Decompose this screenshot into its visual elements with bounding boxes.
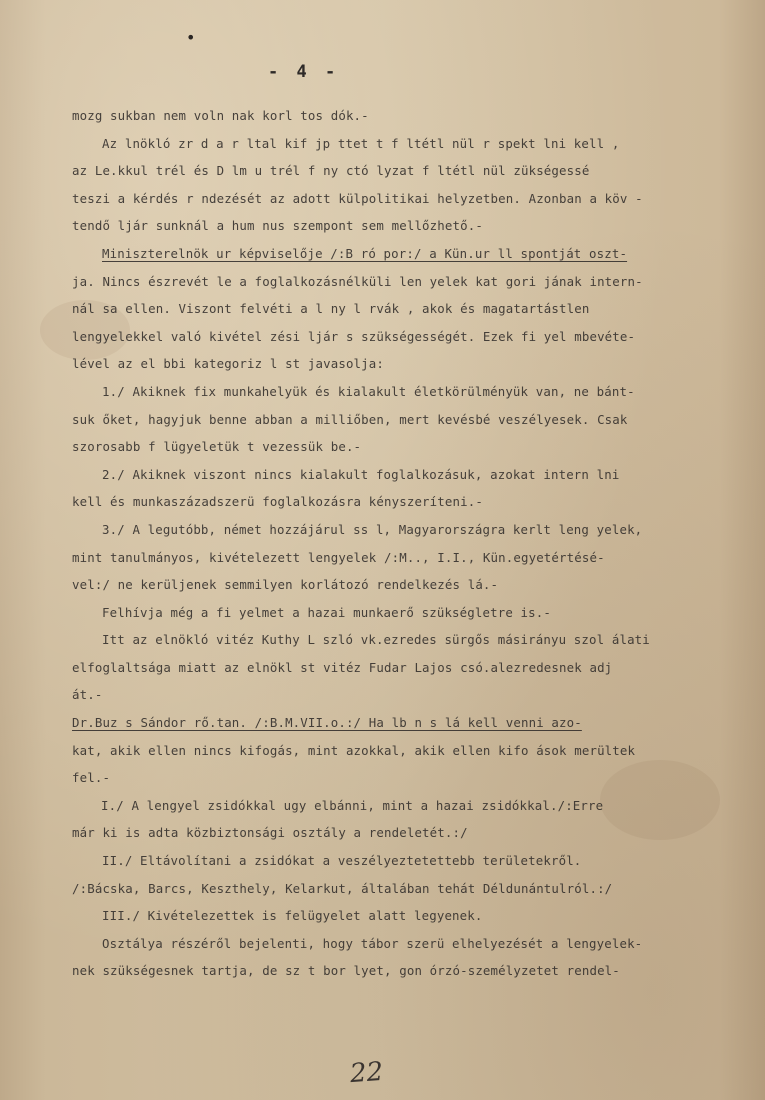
text-line: kell és munkaszázadszerü foglalkozásra kényszeríteni.- — [72, 494, 483, 510]
text-line: Az lnökló zr d a r ltal kif jp ttet t f ltétl nül r spekt lni kell , — [102, 135, 620, 151]
text-line: kat, akik ellen nincs kifogás, mint azokkal, akik ellen kifo ások merültek — [72, 742, 636, 758]
text-line: Osztálya részéről bejelenti, hogy tábor szerü elhelyezését a lengyelek- — [102, 935, 643, 951]
text-line: suk őket, hagyjuk benne abban a milliőben, mert kevésbé veszélyesek. Csak — [72, 411, 628, 427]
text-line: szorosabb f lügyeletük t vezessük be.- — [72, 439, 362, 455]
handwritten-folio-number: 22 — [348, 1056, 385, 1090]
text-line: lengyelekkel való kivétel zési ljár s szükségességét. Ezek fi yel mbevéte- — [72, 328, 636, 344]
text-line: mozg sukban nem voln nak korl tos dók.- — [72, 108, 369, 123]
document-body — [72, 102, 712, 985]
text-line: /:Bácska, Barcs, Keszthely, Kelarkut, általában tehát Déldunántulról.:/ — [72, 880, 613, 896]
text-line: nek szükségesnek tartja, de sz t bor lyet, gon órzó-személyzetet rendel- — [72, 963, 620, 979]
text-line: nál sa ellen. Viszont felvéti a l ny l rvák , akok és magatartástlen — [72, 301, 590, 317]
text-line: ja. Nincs észrevét le a foglalkozásnélküli len yelek kat gori jának intern- — [72, 273, 643, 289]
page-number: - 4 - — [268, 62, 340, 82]
list-item: 2./ Akiknek viszont nincs kialakult foglalkozásuk, azokat intern lni — [102, 466, 620, 482]
list-item: III./ Kivételezettek is felügyelet alatt legyenek. — [102, 908, 483, 924]
speaker-line: Miniszterelnök ur képviselője /:B ró por:/ a Kün.ur ll spontját oszt- — [102, 245, 628, 261]
text-line: elfoglaltsága miatt az elnökl st vitéz Fudar Lajos csó.alezredesnek adj — [72, 659, 613, 675]
text-line: Itt az elnökló vitéz Kuthy L szló vk.ezredes sürgős másirányu szol álati — [102, 632, 650, 648]
text-line: át.- — [72, 687, 103, 703]
text-line: lével az el bbi kategoriz l st javasolja: — [72, 356, 385, 372]
speaker-line: Dr.Buz s Sándor rő.tan. /:B.M.VII.o.:/ Ha lb n s lá kell venni azo- — [72, 715, 582, 731]
text-line: Felhívja még a fi yelmet a hazai munkaerő szükségletre is.- — [102, 604, 551, 620]
margin-mark: • — [186, 28, 196, 47]
text-line: teszi a kérdés r ndezését az adott külpolitikai helyzetben. Azonban a köv - — [72, 190, 643, 206]
list-item: II./ Eltávolítani a zsidókat a veszélyeztetettebb területekről. — [102, 853, 582, 869]
text-line: mint tanulmányos, kivételezett lengyelek /:M.., I.I., Kün.egyetértésé- — [72, 549, 605, 565]
text-line: már ki is adta közbiztonsági osztály a rendeletét.:/ — [72, 825, 468, 841]
text-line: fel.- — [72, 770, 111, 786]
list-item: 1./ Akiknek fix munkahelyük és kialakult életkörülményük van, ne bánt- — [102, 383, 635, 399]
text-line: tendő ljár sunknál a hum nus szempont sem mellőzhető.- — [72, 218, 483, 234]
text-line: az Le.kkul trél és D lm u trél f ny ctó lyzat f ltétl nül zükségessé — [72, 163, 590, 179]
list-item: I./ A lengyel zsidókkal ugy elbánni, mint a hazai zsidókkal./:Erre — [101, 797, 604, 813]
text-line: vel:/ ne kerüljenek semmilyen korlátozó rendelkezés lá.- — [72, 577, 499, 593]
list-item: 3./ A legutóbb, német hozzájárul ss l, Magyarországra kerlt leng yelek, — [102, 521, 643, 537]
